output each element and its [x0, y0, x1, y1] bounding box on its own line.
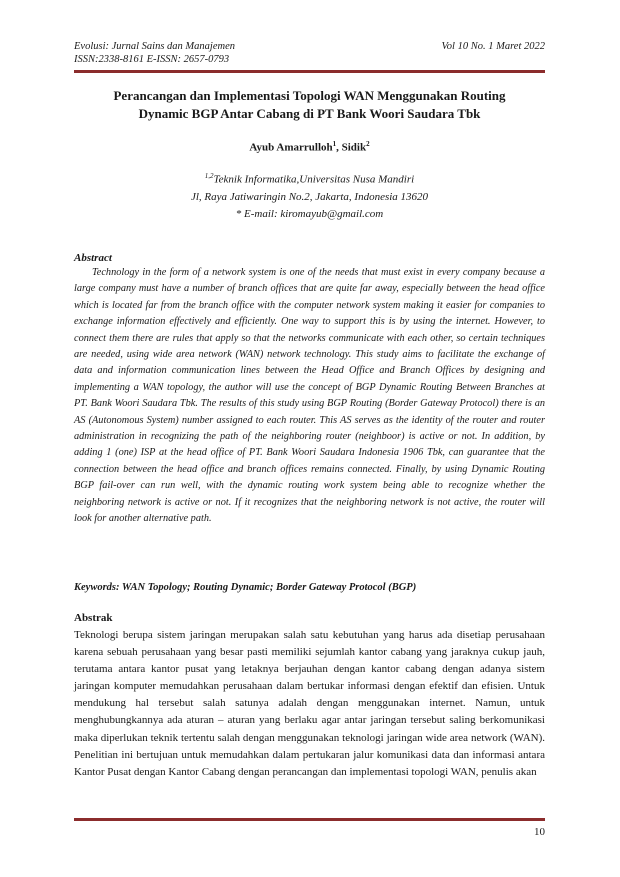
abstrak-heading: Abstrak — [74, 612, 113, 624]
header-rule — [74, 70, 545, 73]
title-line-2: Dynamic BGP Antar Cabang di PT Bank Woori Saudara Tbk — [138, 106, 481, 121]
affiliation-mark: 1,2 — [204, 172, 214, 180]
abstrak-body: Teknologi berupa sistem jaringan merupakan salah satu kebutuhan yang harus ada disetiap perusahaan karena sebuah perusahaan yang besar pasti memiliki sejumlah kantor cabang yang jaraknya cukup jauh, terutama antara kantor pusat yang letaknya berjauhan dengan kantor cabang dengan adanya sistem jaringan komputer memudahkan perusahaan dalam bertukar informasi dengan efektif dan efisien. Untuk mendukung hal tersebut salah satunya adalah dengan menggunakan internet. Namun, untuk menghubungkannya ada aturan – aturan yang berlaku agar antar jaringan tersebut saling berkomunikasi maka diperlukan teknik tertentu salah dengan menggunakan teknologi jaringan wide area network (WAN). Penelitian ini bertujuan untuk memudahkan dalam pertukaran jalur komunikasi data dan informasi antara Kantor Pusat dengan Kantor Cabang dengan perancangan dan implementasi topologi WAN, penulis akan — [74, 629, 545, 778]
author-2-affiliation-mark: 2 — [366, 140, 370, 148]
author-list — [74, 140, 545, 154]
journal-volume: Vol 10 No. 1 Maret 2022 — [441, 41, 545, 52]
author-2: Sidik — [341, 141, 367, 154]
contact-email: * E-mail: kiromayub@gmail.com — [235, 207, 384, 220]
paper-title — [74, 87, 545, 123]
affiliation-block — [74, 168, 545, 223]
affiliation-institution: Teknik Informatika,Universitas Nusa Mandiri — [213, 173, 415, 186]
journal-name: Evolusi: Jurnal Sains dan Manajemen — [74, 41, 235, 52]
author-1: Ayub Amarrulloh — [249, 141, 333, 154]
page-number: 10 — [534, 826, 545, 838]
author-separator: , — [336, 141, 342, 154]
keywords-line: Keywords: WAN Topology; Routing Dynamic; Border Gateway Protocol (BGP) — [74, 582, 417, 593]
title-line-1: Perancangan dan Implementasi Topologi WAN Menggunakan Routing — [113, 88, 506, 103]
abstract-heading: Abstract — [74, 252, 112, 264]
affiliation-institution-line — [74, 168, 545, 189]
author-1-affiliation-mark: 1 — [332, 140, 337, 148]
affiliation-address: Jl, Raya Jatiwaringin No.2, Jakarta, Indonesia 13620 — [190, 190, 429, 203]
abstract-body: Technology in the form of a network system is one of the needs that must exist in every company because a large company must have a number of branch offices that are quite far away, especially between the head office which is located far from the branch office with the computer network system making it easier for companies to exchange information effectively and efficiently. One way to support this is by using the internet. However, to connect them there are rules that apply so that the networks communicate with each other, so certain techniques are needed, using wide area network (WAN) network technology. This study aims to facilitate the exchange of data and information communication lines between the Head Office and Branch Offices by designing and implementing a WAN topology, the author will use the concept of BGP Dynamic Routing Between Branches at PT. Bank Woori Saudara Tbk. The results of this study using BGP Routing (Border Gateway Protocol) there is an AS (Autonomous System) number assigned to each router. This AS serves as the identity of the router and router administration in recognizing the path of the neighboring router (neighboor) is active or not. In addition, by adding 1 (one) ISP at the head office of PT. Bank Woori Saudara Indonesia 1906 Tbk, can guarantee that the connection between the head office and branch offices remains connected. Finally, by using Dynamic Routing BGP fail-over can run well, with the dynamic routing work system being able to recognize whether the neighboring network is active or not. If it recognizes that the neighboring network is not active, the router will look for another alternative path. — [74, 267, 545, 525]
footer-rule — [74, 818, 545, 821]
journal-issn: ISSN:2338-8161 E-ISSN: 2657-0793 — [74, 54, 230, 65]
